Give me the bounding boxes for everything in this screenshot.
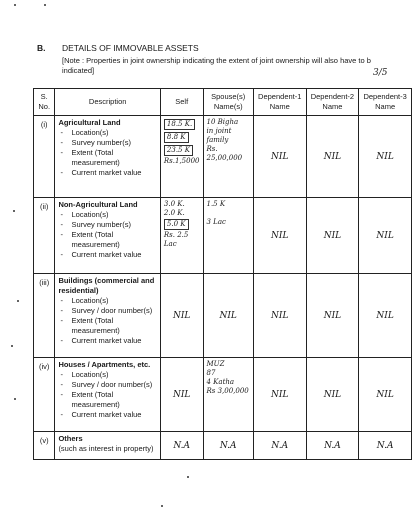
row-category: Non-Agricultural Land [58,200,138,209]
handwritten-value: Rs 3,00,000 [206,387,249,395]
dependent-1-cell: NIL [253,116,306,198]
header-spouse: Spouse(s) Name(s) [203,89,253,116]
scan-speck [161,505,163,507]
table-row [34,432,412,460]
handwritten-value: 3 Lac [206,218,226,226]
list-item: - Current market value [58,168,156,178]
dependent-2-cell: NIL [306,116,359,198]
dependent-1-cell: NIL [253,358,306,432]
handwritten-value: 5.0 K [164,219,189,230]
self-cell: NIL [160,274,203,358]
row-category: Agricultural Land [58,118,121,127]
row-number: (iv) [34,358,55,432]
scan-speck [14,398,16,400]
header-dependent-3: Dependent-3 Name [359,89,412,116]
dependent-3-cell: NIL [359,274,412,358]
section-title: DETAILS OF IMMOVABLE ASSETS [62,43,199,53]
list-item: - Extent (Total measurement) [58,316,156,336]
table-row [34,358,412,432]
handwritten-value: MUZ [206,360,225,368]
section-letter: B. [37,43,46,53]
table-row [34,274,412,358]
row-category: Others [58,434,83,443]
section-note-cont: indicated] [62,66,95,75]
list-item: - Survey number(s) [58,220,156,230]
scan-speck [17,300,19,302]
list-item: - Survey / door number(s) [58,380,156,390]
row-category: Buildings (commercial and residential) [58,276,155,295]
handwritten-value: Rs.1,5000 [163,157,200,165]
list-item: - Extent (Total measurement) [58,148,156,168]
row-description [55,432,160,460]
spouse-cell [203,358,253,432]
scan-speck [11,345,13,347]
header-dependent-2: Dependent-2 Name [306,89,359,116]
handwritten-value: 1.5 K [206,200,226,208]
handwritten-value: family [206,136,229,144]
handwritten-value: 2.0 K. [163,209,185,217]
scan-speck [14,4,16,6]
header-sno: S. No. [34,89,55,116]
row-category: Houses / Apartments, etc. [58,360,151,369]
list-item: - Survey number(s) [58,138,156,148]
list-item: - Extent (Total measurement) [58,230,156,250]
list-item: - Current market value [58,410,156,420]
row-number: (ii) [34,198,55,274]
row-number: (i) [34,116,55,198]
handwritten-value: 4 Katha [206,378,235,386]
handwritten-value: 8.8 K [164,132,189,143]
immovable-assets-table [33,88,412,460]
handwritten-value: 10 Bigha [206,118,239,126]
dependent-2-cell: NIL [306,358,359,432]
row-subtext: (such as interest in property) [58,444,154,453]
dependent-1-cell: N.A [253,432,306,460]
list-item: - Location(s) [58,296,156,306]
self-cell: NIL [160,358,203,432]
self-cell [160,116,203,198]
handwritten-value: 87 [206,369,216,377]
list-item: - Extent (Total measurement) [58,390,156,410]
page-number: 3/5 [373,68,388,78]
handwritten-value: 23.5 K [164,145,193,156]
row-description [55,116,160,198]
header-description: Description [55,89,160,116]
row-number: (iii) [34,274,55,358]
table-row [34,198,412,274]
dependent-2-cell: NIL [306,274,359,358]
spouse-cell [203,198,253,274]
handwritten-value: Rs. 25,00,000 [206,145,243,162]
header-dependent-1: Dependent-1 Name [253,89,306,116]
table-header-row [34,89,412,116]
list-item: - Location(s) [58,370,156,380]
spouse-cell [203,116,253,198]
dependent-3-cell: NIL [359,198,412,274]
self-cell [160,198,203,274]
dependent-3-cell: N.A [359,432,412,460]
handwritten-value: 3.0 K. [163,200,185,208]
handwritten-value: 18.5 K. [164,119,195,130]
dependent-3-cell: NIL [359,358,412,432]
handwritten-value: Rs. 2.5 Lac [163,231,189,248]
scan-speck [44,4,46,6]
dependent-2-cell: N.A [306,432,359,460]
scan-speck [13,210,15,212]
dependent-1-cell: NIL [253,198,306,274]
spouse-cell: N.A [203,432,253,460]
section-note: [Note : Properties in joint ownership indicating the extent of joint ownership will also have to b [62,56,371,65]
list-item: - Current market value [58,336,156,346]
row-description [55,274,160,358]
header-self: Self [160,89,203,116]
dependent-2-cell: NIL [306,198,359,274]
row-description [55,358,160,432]
handwritten-value: in joint [206,127,232,135]
list-item: - Location(s) [58,128,156,138]
table-row [34,116,412,198]
row-number: (v) [34,432,55,460]
dependent-1-cell: NIL [253,274,306,358]
list-item: - Location(s) [58,210,156,220]
list-item: - Current market value [58,250,156,260]
spouse-cell: NIL [203,274,253,358]
dependent-3-cell: NIL [359,116,412,198]
list-item: - Survey / door number(s) [58,306,156,316]
row-description [55,198,160,274]
scan-speck [187,476,189,478]
self-cell: N.A [160,432,203,460]
